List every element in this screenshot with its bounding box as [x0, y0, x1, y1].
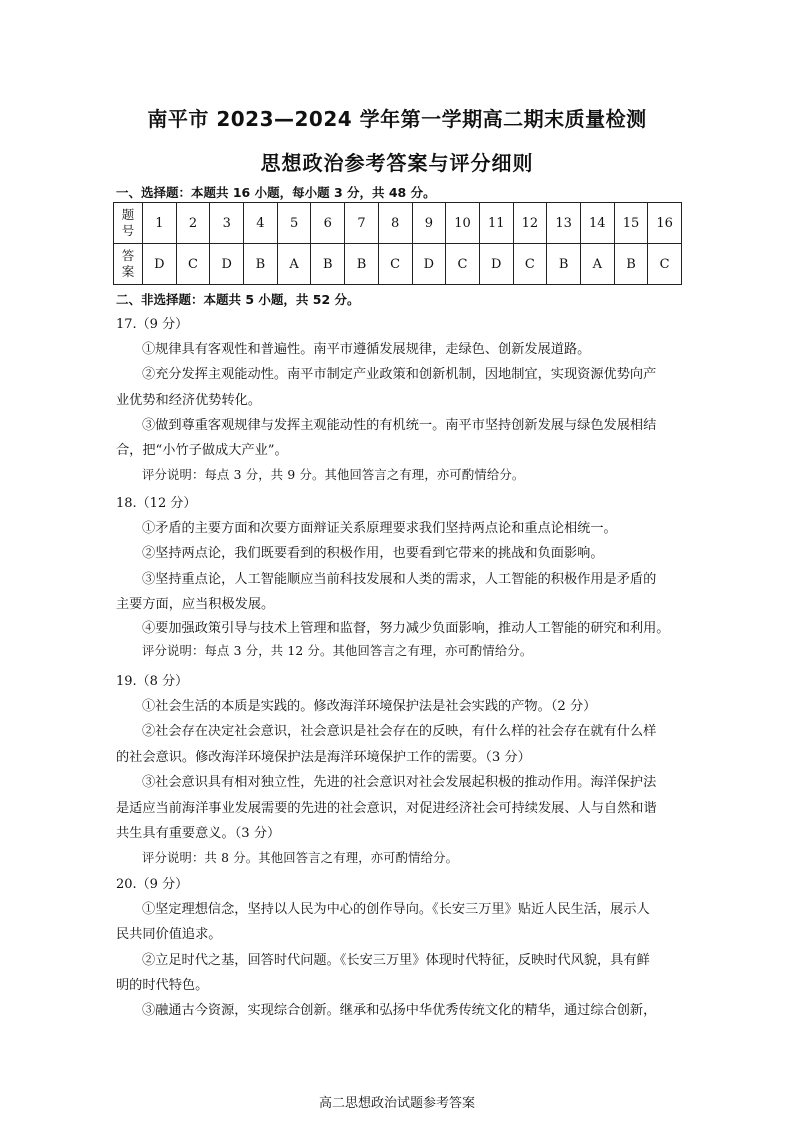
page-title: 南平市 2023—2024 学年第一学期高二期末质量检测: [147, 107, 647, 131]
table-row-numbers: [114, 203, 682, 244]
table-row-answers: [114, 244, 682, 285]
table-cell: 4: [244, 203, 278, 244]
question-18-heading: 18.（12 分）: [116, 496, 197, 511]
q18-point-4: ④要加强政策引导与技术上管理和监督，努力减少负面影响，推动人工智能的研究和利用。: [142, 621, 670, 636]
table-cell: D: [479, 244, 513, 285]
table-cell: C: [176, 244, 210, 285]
q19-point-2-cont: 的社会意识。修改海洋环境保护法是海洋环境保护工作的需要。（3 分）: [116, 750, 531, 765]
q20-point-1: ①坚定理想信念，坚持以人民为中心的创作导向。《长安三万里》贴近人民生活，展示人: [142, 902, 650, 917]
q20-point-1-cont: 民共同价值追求。: [116, 927, 222, 942]
table-cell: A: [277, 244, 311, 285]
table-cell: 14: [580, 203, 614, 244]
q20-point-2-cont: 明的时代特色。: [116, 978, 209, 993]
table-cell: A: [580, 244, 614, 285]
table-cell: C: [648, 244, 682, 285]
q18-point-2: ②坚持两点论，我们既要看到的积极作用，也要看到它带来的挑战和负面影响。: [142, 546, 604, 561]
table-cell: 16: [648, 203, 682, 244]
table-cell: C: [378, 244, 412, 285]
table-cell: D: [412, 244, 446, 285]
table-cell: 1: [143, 203, 177, 244]
table-cell: D: [210, 244, 244, 285]
table-cell: 6: [311, 203, 345, 244]
page-subtitle: 思想政治参考答案与评分细则: [260, 151, 534, 175]
section-1-heading: 一、选择题：本题共 16 小题，每小题 3 分，共 48 分。: [116, 185, 436, 200]
table-cell: B: [311, 244, 345, 285]
q18-scoring-note: 评分说明：每点 3 分，共 12 分。其他回答言之有理，亦可酌情给分。: [142, 644, 533, 658]
q17-point-1: ①规律具有客观性和普遍性。南平市遵循发展规律，走绿色、创新发展道路。: [142, 342, 591, 357]
table-cell: C: [513, 244, 547, 285]
table-cell: B: [614, 244, 648, 285]
q17-point-2-cont: 业优势和经济优势转化。: [116, 393, 262, 408]
page-footer: 高二思想政治试题参考答案: [318, 1096, 475, 1111]
table-cell: 15: [614, 203, 648, 244]
table-cell: D: [143, 244, 177, 285]
table-cell: B: [345, 244, 379, 285]
question-20-heading: 20.（9 分）: [116, 877, 189, 892]
q19-point-1: ①社会生活的本质是实践的。修改海洋环境保护法是社会实践的产物。（2 分）: [142, 699, 597, 714]
q18-point-3: ③坚持重点论，人工智能顺应当前科技发展和人类的需求，人工智能的积极作用是矛盾的: [142, 572, 657, 587]
table-cell: 3: [210, 203, 244, 244]
q17-point-2: ②充分发挥主观能动性。南平市制定产业政策和创新机制，因地制宜，实现资源优势向产: [142, 367, 657, 382]
q19-point-3: ③社会意识具有相对独立性，先进的社会意识对社会发展起积极的推动作用。海洋保护法: [142, 775, 657, 790]
table-cell: B: [244, 244, 278, 285]
q20-point-2: ②立足时代之基，回答时代问题。《长安三万里》体现时代特征，反映时代风貌，具有鲜: [142, 953, 650, 968]
q18-point-1: ①矛盾的主要方面和次要方面辩证关系原理要求我们坚持两点论和重点论相统一。: [142, 521, 617, 536]
table-cell: 12: [513, 203, 547, 244]
question-17-heading: 17.（9 分）: [116, 317, 189, 332]
table-cell: 11: [479, 203, 513, 244]
table-cell: 2: [176, 203, 210, 244]
table-cell: 7: [345, 203, 379, 244]
table-cell: 10: [446, 203, 480, 244]
q17-point-3: ③做到尊重客观规律与发挥主观能动性的有机统一。南平市坚持创新发展与绿色发展相结: [142, 418, 657, 433]
q18-point-3-cont: 主要方面，应当积极发展。: [116, 597, 275, 612]
q20-point-3: ③融通古今资源，实现综合创新。继承和弘扬中华优秀传统文化的精华，通过综合创新，: [142, 1003, 657, 1018]
table-cell: 9: [412, 203, 446, 244]
q17-scoring-note: 评分说明：每点 3 分，共 9 分。其他回答言之有理，亦可酌情给分。: [142, 468, 525, 482]
q19-point-3-cont2: 共生具有重要意义。（3 分）: [116, 826, 281, 841]
section-2-heading: 二、非选择题：本题共 5 小题，共 52 分。: [116, 292, 360, 307]
question-19-heading: 19.（8 分）: [116, 674, 189, 689]
answer-table: [113, 202, 682, 285]
table-cell: C: [446, 244, 480, 285]
q19-point-2: ②社会存在决定社会意识，社会意识是社会存在的反映，有什么样的社会存在就有什么样: [142, 724, 657, 739]
table-cell: 8: [378, 203, 412, 244]
table-cell: 13: [547, 203, 581, 244]
table-cell: 5: [277, 203, 311, 244]
row-label-answer: 答 案: [114, 244, 143, 285]
q19-point-3-cont: 是适应当前海洋事业发展需要的先进的社会意识，对促进经济社会可持续发展、人与自然和谐: [116, 801, 657, 816]
q19-scoring-note: 评分说明：共 8 分。其他回答言之有理，亦可酌情给分。: [142, 851, 459, 865]
row-label-number: 题 号: [114, 203, 143, 244]
q17-point-3-cont: 合，把“小竹子做成大产业”。: [116, 443, 288, 458]
table-cell: B: [547, 244, 581, 285]
